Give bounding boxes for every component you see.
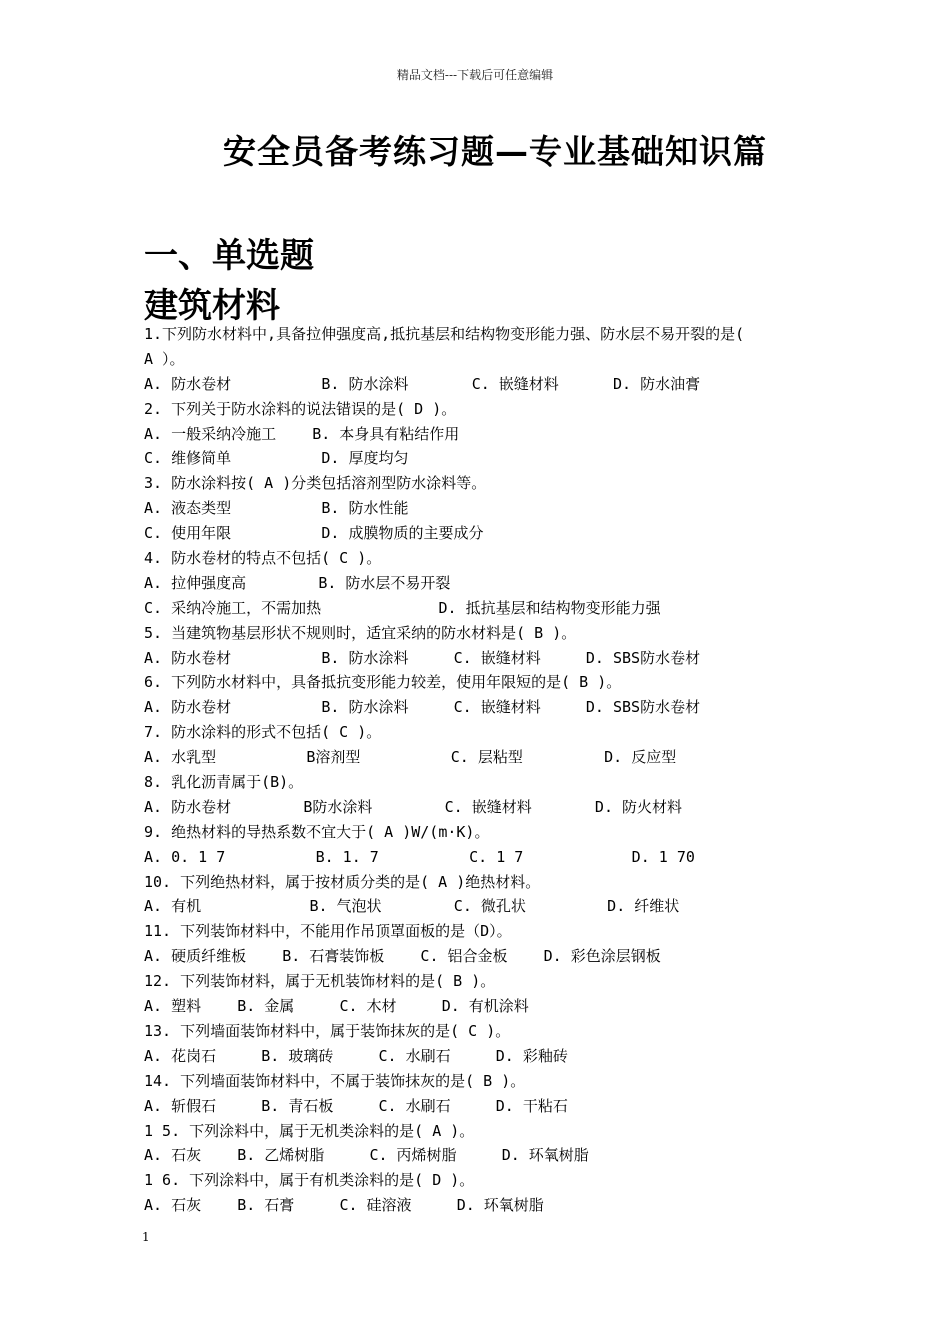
question-line: A. 塑料 B. 金属 C. 木材 D. 有机涂料	[144, 997, 529, 1016]
question-line: 6. 下列防水材料中，具备抵抗变形能力较差，使用年限短的是( B )。	[144, 673, 622, 692]
page-number: 1	[142, 1230, 150, 1244]
question-line: A. 石灰 B. 乙烯树脂 C. 丙烯树脂 D. 环氧树脂	[144, 1146, 589, 1165]
question-line: 2. 下列关于防水涂料的说法错误的是( D )。	[144, 399, 457, 418]
question-line: 11. 下列装饰材料中，不能用作吊顶罩面板的是（D）。	[144, 922, 512, 941]
section-heading-building-materials: 建筑材料	[144, 286, 280, 326]
question-line: A. 花岗石 B. 玻璃砖 C. 水刷石 D. 彩釉砖	[144, 1046, 568, 1065]
question-line: A. 0. 1 7 B. 1. 7 C. 1 7 D. 1 70	[144, 847, 695, 866]
question-line: A. 一般采纳冷施工 B. 本身具有粘结作用	[144, 424, 460, 443]
question-line: C. 维修简单 D. 厚度均匀	[144, 449, 409, 468]
question-line: A. 液态类型 B. 防水性能	[144, 499, 409, 518]
question-line: A. 石灰 B. 石膏 C. 硅溶液 D. 环氧树脂	[144, 1196, 544, 1215]
page-header: 精品文档---下载后可任意编辑	[396, 68, 554, 82]
question-line: A. 硬质纤维板 B. 石膏装饰板 C. 铝合金板 D. 彩色涂层钢板	[144, 947, 661, 966]
question-line: A. 防水卷材 B. 防水涂料 C. 嵌缝材料 D. SBS防水卷材	[144, 698, 701, 717]
question-line: C. 使用年限 D. 成膜物质的主要成分	[144, 524, 484, 543]
question-line: 5. 当建筑物基层形状不规则时，适宜采纳的防水材料是( B )。	[144, 623, 577, 642]
question-list	[144, 322, 824, 1218]
question-line: 8. 乳化沥青属于(B)。	[144, 773, 304, 792]
question-line: A. 拉伸强度高 B. 防水层不易开裂	[144, 573, 451, 592]
question-line: A. 水乳型 B溶剂型 C. 层粘型 D. 反应型	[144, 748, 677, 767]
question-line: 9. 绝热材料的导热系数不宜大于( A )W/(m·K)。	[144, 822, 490, 841]
question-line: 10. 下列绝热材料，属于按材质分类的是( A )绝热材料。	[144, 872, 541, 891]
question-line: 13. 下列墙面装饰材料中，属于装饰抹灰的是( C )。	[144, 1021, 511, 1040]
question-line: A. 防水卷材 B. 防水涂料 C. 嵌缝材料 D. SBS防水卷材	[144, 648, 701, 667]
question-line: 3. 防水涂料按( A )分类包括溶剂型防水涂料等。	[144, 474, 487, 493]
question-line: 1.下列防水材料中,具备拉伸强度高,抵抗基层和结构物变形能力强、防水层不易开裂的是(	[144, 325, 745, 343]
question-line: 12. 下列装饰材料，属于无机装饰材料的是( B )。	[144, 972, 496, 991]
question-line: A. 防水卷材 B. 防水涂料 C. 嵌缝材料 D. 防水油膏	[144, 374, 701, 393]
question-line: 14. 下列墙面装饰材料中，不属于装饰抹灰的是( B )。	[144, 1071, 526, 1090]
question-line: A. 防水卷材 B防水涂料 C. 嵌缝材料 D. 防火材料	[144, 797, 683, 816]
question-line: A. 有机 B. 气泡状 C. 微孔状 D. 纤维状	[144, 897, 680, 916]
question-line: 1 6. 下列涂料中，属于有机类涂料的是( D )。	[144, 1171, 475, 1190]
question-line: 1 5. 下列涂料中，属于无机类涂料的是( A )。	[144, 1121, 475, 1140]
question-line: A. 斩假石 B. 青石板 C. 水刷石 D. 干粘石	[144, 1096, 568, 1115]
question-line: 4. 防水卷材的特点不包括( C )。	[144, 549, 382, 568]
document-title: 安全员备考练习题—专业基础知识篇	[223, 132, 767, 171]
question-line: C. 采纳冷施工，不需加热 D. 抵抗基层和结构物变形能力强	[144, 598, 661, 617]
question-line: A ）。	[144, 349, 185, 368]
section-heading-single-choice: 一、单选题	[144, 236, 314, 276]
question-line: 7. 防水涂料的形式不包括( C )。	[144, 723, 382, 742]
